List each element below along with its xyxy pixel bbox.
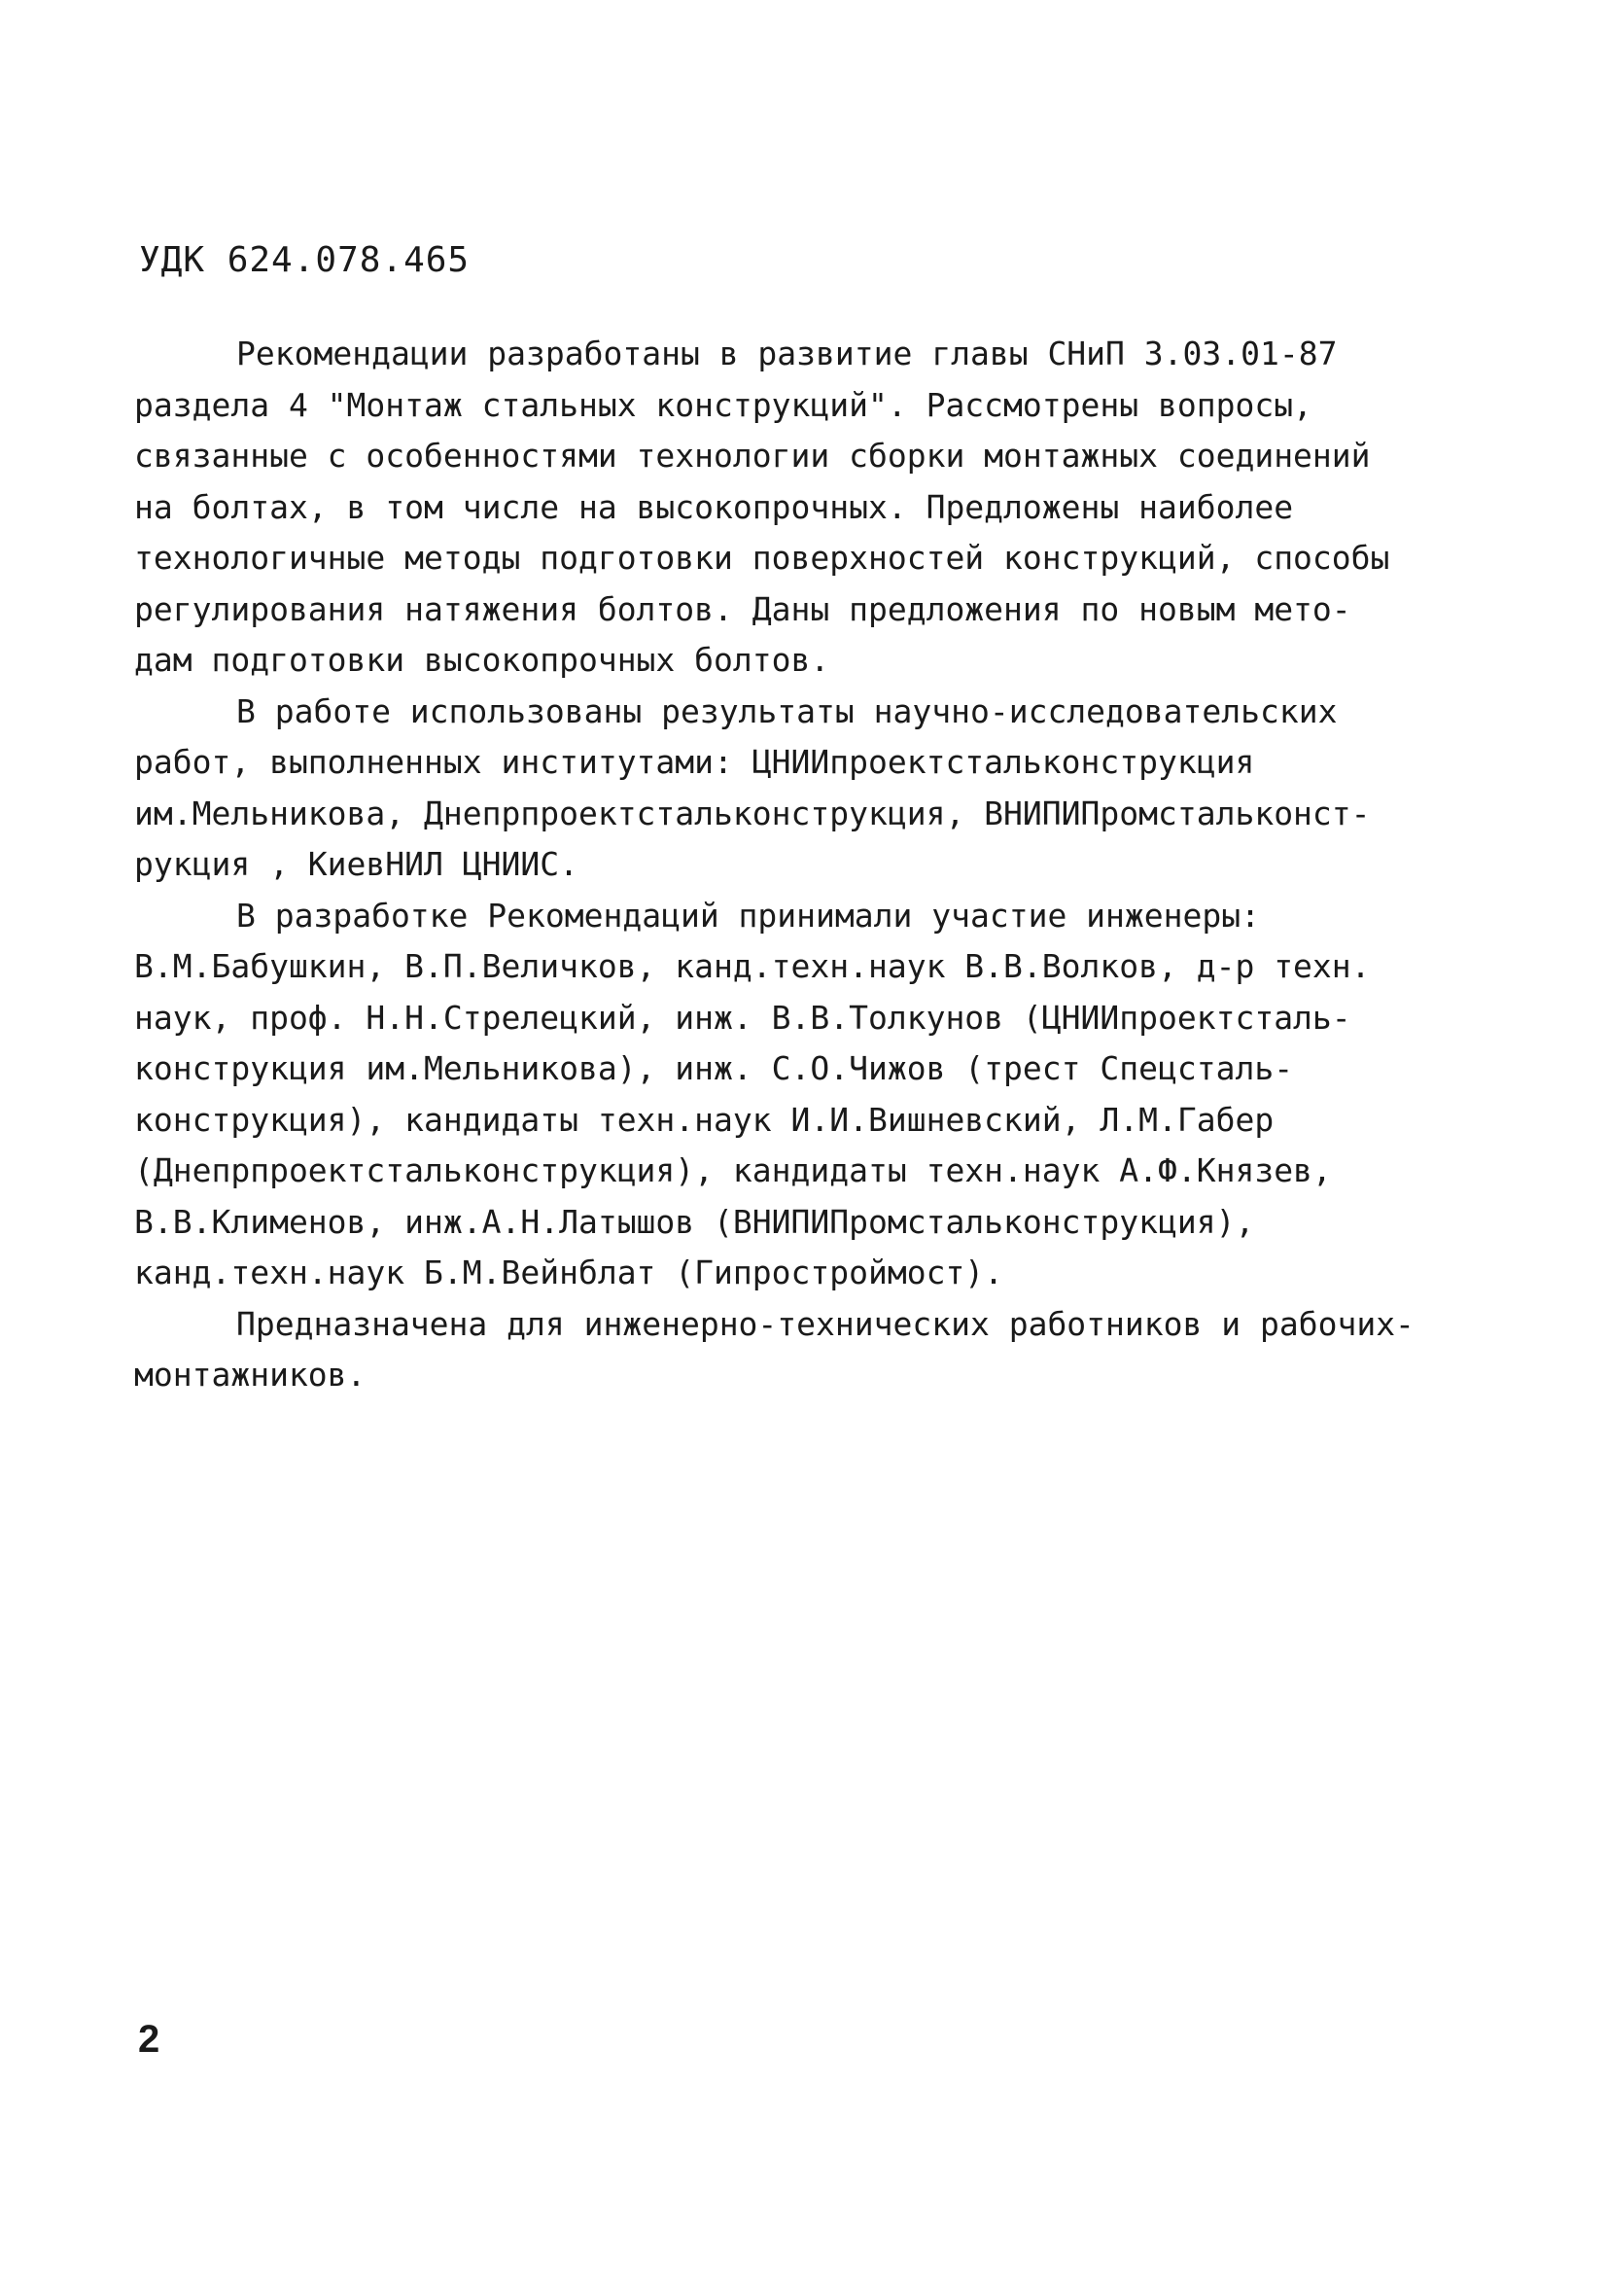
text-line: конструкция им.Мельникова), инж. С.О.Чижов (трест Спецсталь- xyxy=(134,1049,1294,1087)
text-line: связанные с особенностями технологии сборки монтажных соединений xyxy=(134,437,1371,475)
text-line: раздела 4 "Монтаж стальных конструкций". Рассмотрены вопросы, xyxy=(134,385,1312,424)
text-line: регулирования натяжения болтов. Даны предложения по новым мето- xyxy=(134,589,1351,628)
text-line: Рекомендации разработаны в развитие главы СНиП 3.03.01-87 xyxy=(236,335,1338,372)
text-line: В.В.Клименов, инж.А.Н.Латышов (ВНИПИПромстальконструкция), xyxy=(134,1202,1255,1241)
text-line: В разработке Рекомендаций принимали участие инженеры: xyxy=(236,896,1260,935)
text-line: на болтах, в том числе на высокопрочных. Предложены наиболее xyxy=(134,487,1294,526)
text-line: Предназначена для инженерно-технических работников и рабочих- xyxy=(236,1304,1415,1343)
text-line: работ, выполненных институтами: ЦНИИпроектстальконструкция xyxy=(134,743,1255,781)
page-number: 2 xyxy=(138,2018,160,2061)
text-line: В.М.Бабушкин, В.П.Величков, канд.техн.наук В.В.Волков, д-р техн. xyxy=(134,947,1371,985)
text-line: рукция , КиевНИЛ ЦНИИС. xyxy=(134,845,578,883)
text-line: В работе использованы результаты научно-исследовательских xyxy=(236,691,1338,730)
text-line: конструкция), кандидаты техн.наук И.И.Вишневский, Л.М.Габер xyxy=(134,1100,1275,1139)
text-line: канд.техн.наук Б.М.Вейнблат (Гипростроймост). xyxy=(134,1254,1004,1291)
text-line: технологичные методы подготовки поверхностей конструкций, способы xyxy=(134,539,1390,577)
udk-code: УДК 624.078.465 xyxy=(139,240,471,280)
text-line: (Днепрпроектстальконструкция), кандидаты техн.наук А.Ф.Князев, xyxy=(134,1151,1332,1189)
text-line: монтажников. xyxy=(134,1356,367,1394)
text-line: им.Мельникова, Днепрпроектстальконструкция, ВНИПИПромстальконст- xyxy=(134,794,1371,832)
annotation-text xyxy=(134,329,1476,1401)
text-line: дам подготовки высокопрочных болтов. xyxy=(134,641,830,679)
text-line: наук, проф. Н.Н.Стрелецкий, инж. В.В.Толкунов (ЦНИИпроектсталь- xyxy=(134,998,1351,1037)
